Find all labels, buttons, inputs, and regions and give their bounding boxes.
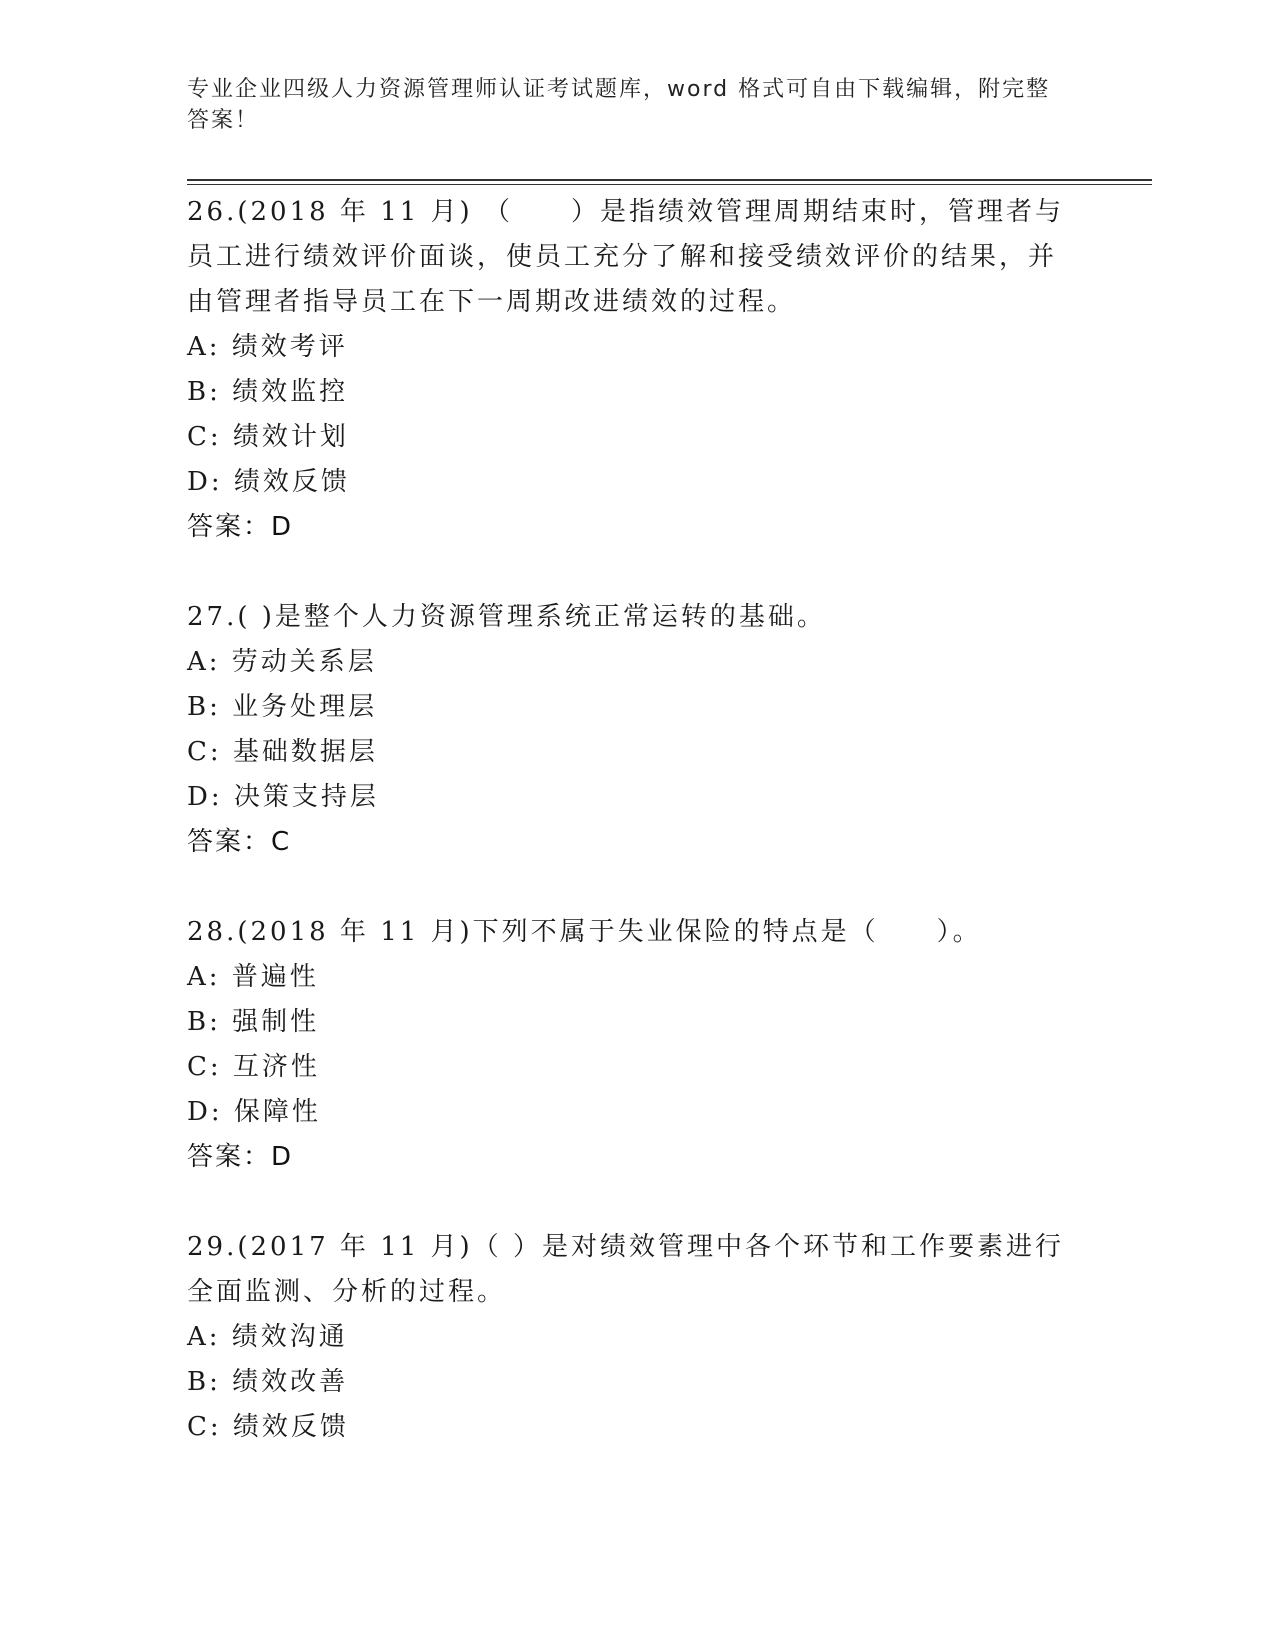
option-c: C: 绩效反馈 [187,1412,349,1442]
header-rule-thin [187,184,1152,185]
option-c: C: 绩效计划 [187,422,349,452]
question-27 [187,595,1067,865]
option-c: C: 互济性 [187,1052,320,1082]
option-b: B: 业务处理层 [187,692,378,722]
question-stem: 26.(2018 年 11 月) （ ）是指绩效管理周期结束时，管理者与员工进行绩效评价面谈，使员工充分了解和接受绩效评价的结果，并由管理者指导员工在下一周期改进绩效的过程。 [187,197,1064,317]
answer: 答案：D [187,512,294,542]
question-stem: 28.(2018 年 11 月)下列不属于失业保险的特点是（ ）。 [187,917,982,947]
question-stem: 27.( )是整个人力资源管理系统正常运转的基础。 [187,602,826,632]
option-b: B: 强制性 [187,1007,320,1037]
option-d: D: 决策支持层 [187,782,379,812]
option-c: C: 基础数据层 [187,737,378,767]
option-d: D: 绩效反馈 [187,467,350,497]
header-rule-thick [187,179,1152,181]
option-b: B: 绩效监控 [187,377,349,407]
question-stem: 29.(2017 年 11 月)（ ）是对绩效管理中各个环节和工作要素进行全面监测、分析的过程。 [187,1232,1064,1307]
option-d: D: 保障性 [187,1097,321,1127]
question-26 [187,190,1067,550]
question-29 [187,1225,1067,1450]
question-list [187,190,1067,1495]
answer: 答案：D [187,1142,294,1172]
document-header: 专业企业四级人力资源管理师认证考试题库，word 格式可自由下载编辑，附完整答案！ [187,77,1051,133]
question-28 [187,910,1067,1180]
option-a: A: 普遍性 [187,962,319,992]
option-b: B: 绩效改善 [187,1367,349,1397]
option-a: A: 绩效考评 [187,332,348,362]
answer: 答案：C [187,827,292,857]
option-a: A: 劳动关系层 [187,647,377,677]
option-a: A: 绩效沟通 [187,1322,348,1352]
